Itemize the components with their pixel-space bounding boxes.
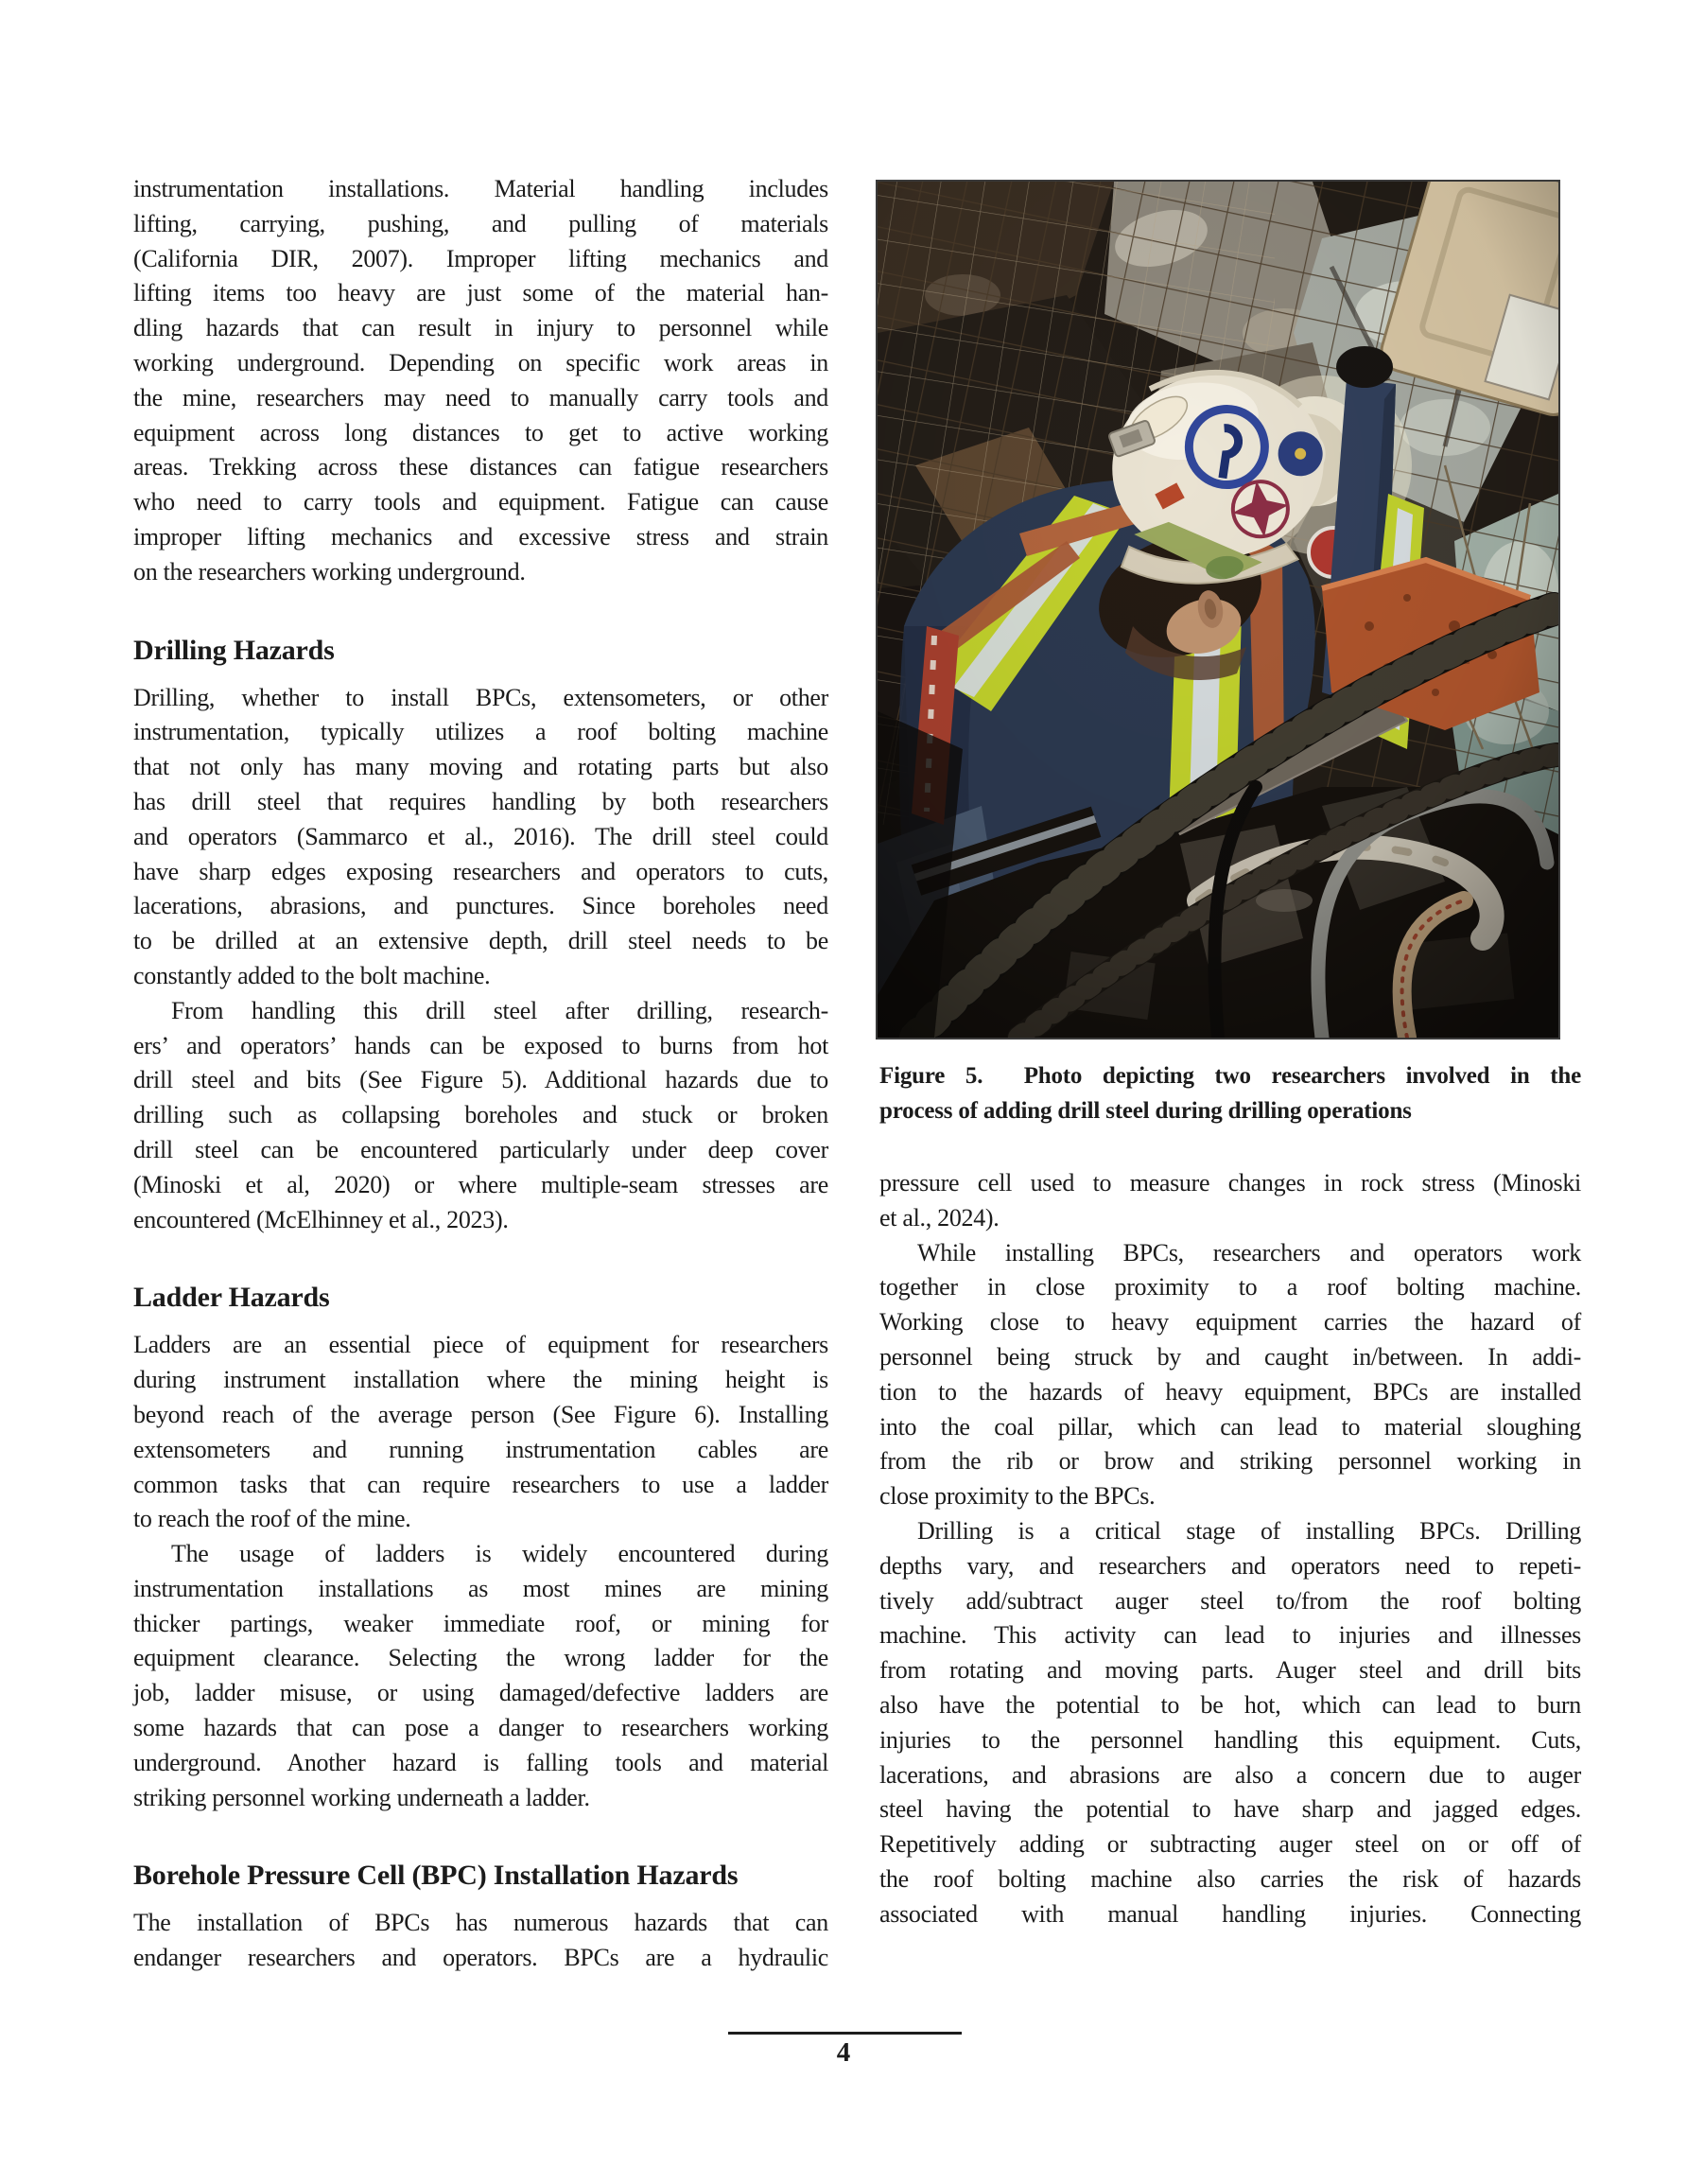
text-line: ers’ and operators’ hands can be exposed to burns from hot [133,1031,828,1059]
section-heading: Borehole Pressure Cell (BPC) Installation Hazards [133,1860,739,1892]
text-line: drilling such as collapsing boreholes and stuck or broken [133,1101,828,1129]
paragraph [133,1906,828,1976]
text-line: lifting items too heavy are just some of the material han- [133,279,828,307]
text-line: have sharp edges exposing researchers and operators to cuts, [133,857,828,885]
text-line: Drilling, whether to install BPCs, extensometers, or other [133,683,828,711]
text-line: Repetitively adding or subtracting auger steel on or off of [879,1830,1581,1859]
text-line: also have the potential to be hot, which can lead to burn [879,1690,1581,1719]
text-line: personnel being struck by and caught in/between. In addi- [879,1342,1581,1371]
figure-5 [876,180,1581,1040]
text-line: to be drilled at an extensive depth, drill steel needs to be [133,927,828,955]
text-line: improper lifting mechanics and excessive stress and strain [133,522,828,550]
text-line: depths vary, and researchers and operators need to repeti- [879,1551,1581,1580]
text-line: machine. This activity can lead to injuries and illnesses [879,1621,1581,1650]
paragraph [879,1166,1581,1236]
text-line: the roof bolting machine also carries the risk of hazards [879,1864,1581,1893]
text-line: From handling this drill steel after drilling, research- [171,996,828,1024]
paragraph [133,1328,828,1537]
text-line: to reach the roof of the mine. [133,1505,411,1533]
text-line: Ladders are an essential piece of equipment for researchers [133,1331,828,1359]
text-line: during instrument installation where the mining height is [133,1366,828,1394]
paragraph [133,994,828,1238]
text-line: (Minoski et al, 2020) or where multiple-seam stresses are [133,1170,828,1198]
text-line: tion to the hazards of heavy equipment, BPCs are installed [879,1377,1581,1406]
text-line: lacerations, and abrasions are also a concern due to auger [879,1760,1581,1789]
text-line: instrumentation installations as most mines are mining [133,1574,828,1602]
text-line: constantly added to the bolt machine. [133,961,491,989]
text-line: equipment clearance. Selecting the wrong ladder for the [133,1644,828,1672]
text-line: common tasks that can require researchers to use a ladder [133,1470,828,1498]
text-line: the mine, researchers may need to manually carry tools and [133,383,828,411]
text-line: lacerations, abrasions, and punctures. Since boreholes need [133,892,828,920]
text-line: on the researchers working underground. [133,557,526,585]
text-line: steel having the potential to have sharp and jagged edges. [879,1795,1581,1824]
figure-caption [879,1058,1581,1128]
text-line: pressure cell used to measure changes in rock stress (Minoski [879,1169,1581,1197]
text-line: from rotating and moving parts. Auger steel and drill bits [879,1656,1581,1685]
text-line: process of adding drill steel during drilling operations [879,1098,1412,1124]
text-line: underground. Another hazard is falling tools and material [133,1748,828,1776]
text-line: The installation of BPCs has numerous hazards that can [133,1909,828,1937]
text-line: et al., 2024). [879,1203,1000,1232]
text-line: who need to carry tools and equipment. Fatigue can cause [133,488,828,516]
paragraph [133,681,828,994]
text-line: equipment across long distances to get to active working [133,418,828,446]
text-line: job, ladder misuse, or using damaged/defective ladders are [133,1679,828,1707]
right-column-text [879,1166,1581,1932]
text-line: beyond reach of the average person (See Figure 6). Installing [133,1400,828,1428]
page-number: 4 [836,2037,851,2068]
text-line: striking personnel working underneath a ladder. [133,1783,590,1811]
text-line: encountered (McElhinney et al., 2023). [133,1205,509,1233]
text-line: instrumentation, typically utilizes a roof bolting machine [133,718,828,746]
text-line: some hazards that can pose a danger to researchers working [133,1714,828,1742]
text-line: associated with manual handling injuries. Connecting [879,1899,1581,1928]
text-line: Drilling is a critical stage of installing BPCs. Drilling [917,1516,1581,1545]
text-line: Working close to heavy equipment carries the hazard of [879,1308,1581,1337]
text-line: The usage of ladders is widely encountered during [171,1540,828,1568]
footer-rule [728,2032,962,2035]
paragraph [133,172,828,590]
text-line: lifting, carrying, pushing, and pulling of materials [133,209,828,237]
text-line: close proximity to the BPCs. [879,1482,1156,1511]
text-line: has drill steel that requires handling by both researchers [133,787,828,815]
section-heading: Ladder Hazards [133,1282,330,1314]
text-line: drill steel can be encountered particularly under deep cover [133,1135,828,1163]
right-column [879,172,1581,1932]
text-line: thicker partings, weaker immediate roof, or mining for [133,1609,828,1637]
text-line: areas. Trekking across these distances can fatigue researchers [133,453,828,481]
text-line: tively add/subtract auger steel to/from the roof bolting [879,1586,1581,1615]
text-line: endanger researchers and operators. BPCs are a hydraulic [133,1944,828,1972]
mine-photo [876,180,1560,1040]
text-line: that not only has many moving and rotating parts but also [133,753,828,781]
text-line: dling hazards that can result in injury to personnel while [133,314,828,342]
text-line: working underground. Depending on specific work areas in [133,348,828,376]
section-heading: Drilling Hazards [133,634,335,666]
text-line: together in close proximity to a roof bolting machine. [879,1273,1581,1302]
text-line: instrumentation installations. Material handling includes [133,175,828,202]
text-line: and operators (Sammarco et al., 2016). The drill steel could [133,822,828,850]
text-line: from the rib or brow and striking personnel working in [879,1447,1581,1476]
text-line: While installing BPCs, researchers and operators work [917,1238,1581,1267]
text-line: extensometers and running instrumentation cables are [133,1435,828,1463]
paragraph [879,1514,1581,1932]
text-line: into the coal pillar, which can lead to material sloughing [879,1412,1581,1441]
text-line: injuries to the personnel handling this equipment. Cuts, [879,1725,1581,1754]
text-line: Figure 5. Photo depicting two researchers involved in the [879,1063,1581,1089]
text-line: (California DIR, 2007). Improper lifting mechanics and [133,244,828,272]
paragraph [133,1537,828,1815]
text-line: drill steel and bits (See Figure 5). Additional hazards due to [133,1066,828,1094]
paragraph [879,1236,1581,1514]
left-column [133,172,828,1976]
